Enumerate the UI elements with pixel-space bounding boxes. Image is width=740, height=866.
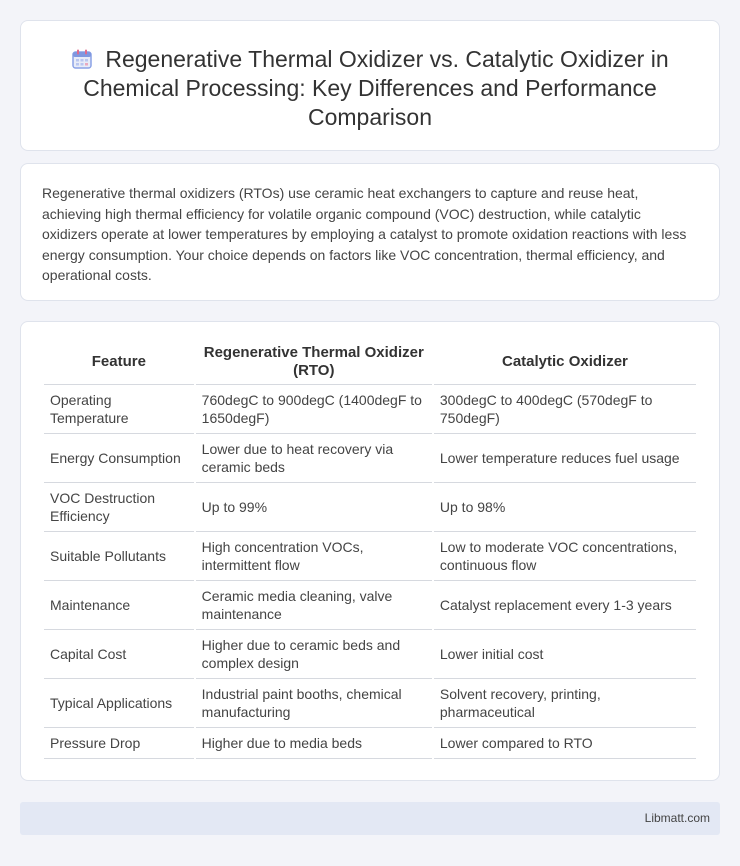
- feature-cell: Maintenance: [44, 581, 194, 630]
- rto-cell: Ceramic media cleaning, valve maintenance: [196, 581, 432, 630]
- table-row: [44, 532, 696, 581]
- table-row: [44, 581, 696, 630]
- table-row: [44, 630, 696, 679]
- intro-card: [20, 163, 720, 301]
- feature-cell: Pressure Drop: [44, 728, 194, 759]
- catalytic-cell: Lower temperature reduces fuel usage: [434, 434, 696, 483]
- rto-cell: 760degC to 900degC (1400degF to 1650degF): [196, 385, 432, 434]
- table-row: [44, 483, 696, 532]
- header-feature: Feature: [44, 340, 194, 385]
- table-row: [44, 385, 696, 434]
- header-catalytic: Catalytic Oxidizer: [434, 340, 696, 385]
- catalytic-cell: Low to moderate VOC concentrations, continuous flow: [434, 532, 696, 581]
- catalytic-cell: Lower initial cost: [434, 630, 696, 679]
- feature-cell: Typical Applications: [44, 679, 194, 728]
- rto-cell: High concentration VOCs, intermittent flow: [196, 532, 432, 581]
- table-row: [44, 679, 696, 728]
- comparison-card: [20, 321, 720, 781]
- table-row: [44, 434, 696, 483]
- rto-cell: Up to 99%: [196, 483, 432, 532]
- intro-paragraph: Regenerative thermal oxidizers (RTOs) use ceramic heat exchangers to capture and reuse heat, achieving high thermal efficiency for volatile organic compound (VOC) destruction, while catalytic oxidizers operate at lower temperatures by employing a catalyst to promote oxidation reactions with less energy consumption. Your choice depends on factors like VOC concentration, thermal efficiency, and operational costs.: [42, 185, 687, 283]
- rto-cell: Higher due to media beds: [196, 728, 432, 759]
- table-row: [44, 728, 696, 759]
- catalytic-cell: Catalyst replacement every 1-3 years: [434, 581, 696, 630]
- footer-brand[interactable]: Libmatt.com: [644, 811, 710, 825]
- header-rto: Regenerative Thermal Oxidizer (RTO): [196, 340, 432, 385]
- feature-cell: Operating Temperature: [44, 385, 194, 434]
- catalytic-cell: 300degC to 400degC (570degF to 750degF): [434, 385, 696, 434]
- feature-cell: Capital Cost: [44, 630, 194, 679]
- comparison-table: [42, 340, 698, 759]
- catalytic-cell: Solvent recovery, printing, pharmaceutical: [434, 679, 696, 728]
- feature-cell: VOC Destruction Efficiency: [44, 483, 194, 532]
- footer-bar: [20, 802, 720, 835]
- rto-cell: Lower due to heat recovery via ceramic beds: [196, 434, 432, 483]
- rto-cell: Industrial paint booths, chemical manufacturing: [196, 679, 432, 728]
- page-title: [51, 45, 689, 132]
- title-card: [20, 20, 720, 151]
- table-header-row: [44, 340, 696, 385]
- calendar-icon: [71, 48, 93, 70]
- catalytic-cell: Up to 98%: [434, 483, 696, 532]
- feature-cell: Suitable Pollutants: [44, 532, 194, 581]
- rto-cell: Higher due to ceramic beds and complex design: [196, 630, 432, 679]
- catalytic-cell: Lower compared to RTO: [434, 728, 696, 759]
- feature-cell: Energy Consumption: [44, 434, 194, 483]
- page-title-text: Regenerative Thermal Oxidizer vs. Catalytic Oxidizer in Chemical Processing: Key Differences and Performance Comparison: [83, 46, 669, 130]
